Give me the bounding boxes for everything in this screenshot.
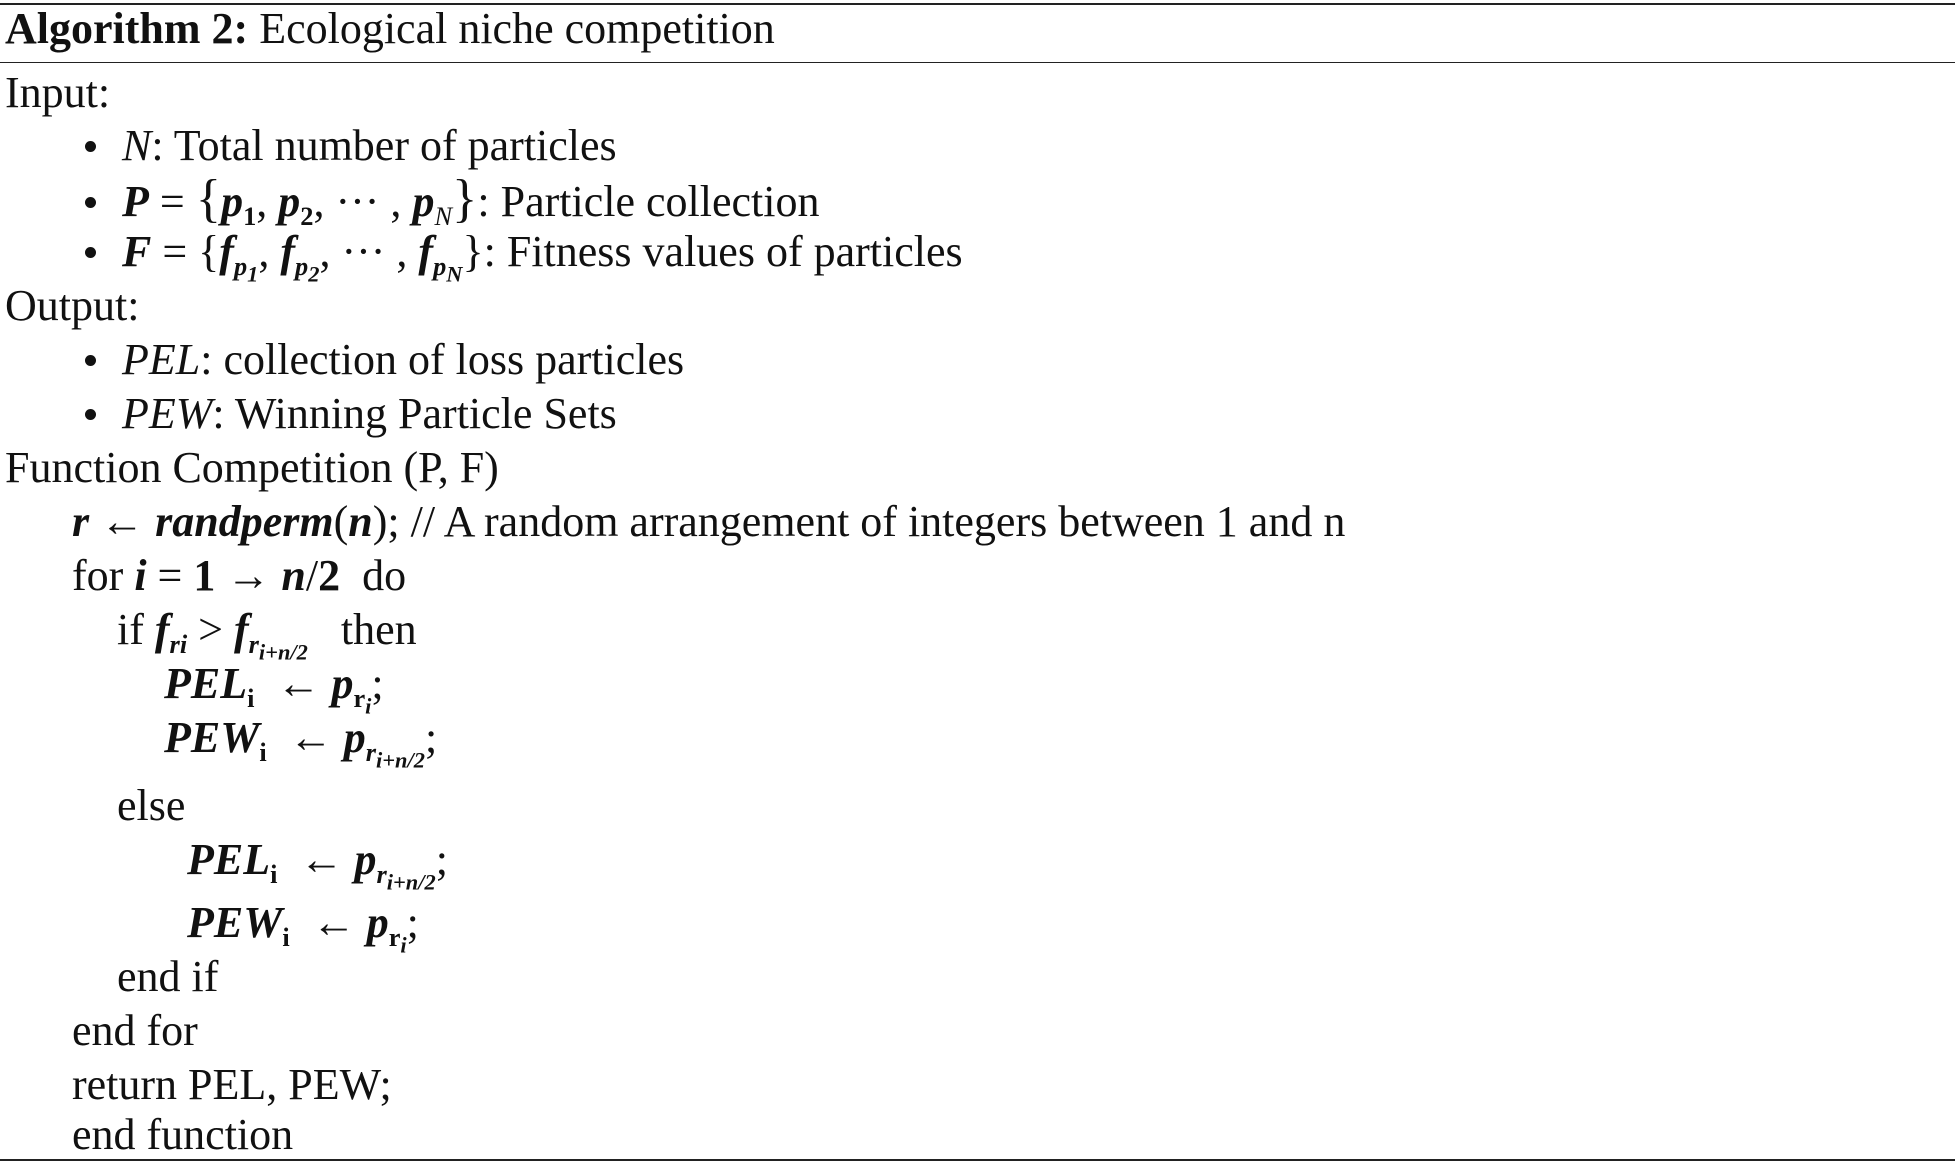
statement-pel-assign-2: $PEL_i$ ← $p_{r_{i+n/2}}$; [187,835,448,895]
output-item-pew: PEW: Winning Particle Sets [85,387,617,441]
statement-end-if: end if [117,952,219,1001]
randperm-comment: // A random arrangement of integers between 1 and n [410,497,1346,546]
statement-pew-assign-1: $PEW_i$ ← $p_{r_{i+n/2}}$; [164,713,438,773]
statement-pew-assign-2: $PEW_i$ ← $p_{r_i}$; [187,898,419,958]
bullet-icon [85,355,96,366]
input-item-p: $P = \{p_1$, $p_2$, ··· , $p_N$}: Particle collection [85,172,820,226]
statement-if: if $f_{ri} > f_{r_{i+n/2}}$ then [117,605,417,665]
bottom-rule [0,1159,1955,1161]
bullet-icon [85,247,96,258]
statement-randperm: r ← randperm(n); // A random arrangement of integers between 1 and n [72,497,1346,546]
header-rule [0,62,1955,63]
algorithm-name: Ecological niche competition [259,4,775,53]
input-item-n: N: Total number of particles [85,119,617,173]
bullet-icon [85,409,96,420]
statement-end-function: end function [72,1110,294,1159]
algorithm-label: Algorithm 2: [5,4,249,53]
output-item-pel: PEL: collection of loss particles [85,333,684,387]
statement-else: else [117,781,186,830]
statement-end-for: end for [72,1006,198,1055]
bullet-icon [85,197,96,208]
output-heading: Output: [5,281,140,330]
statement-pel-assign-1: $PEL_i$ ← $p_{r_i}$; [164,659,384,719]
algorithm-title [5,2,775,56]
statement-return: return PEL, PEW; [72,1060,392,1109]
statement-for: for i = 1 → n/2 do [72,551,407,600]
bullet-icon [85,141,96,152]
input-item-f: $F = \{f_{p_1}$, $f_{p_2}$, ··· , $f_{p_N}$}: Fitness values of particles [85,225,963,279]
input-heading: Input: [5,68,111,117]
function-header: Function Competition (P, F) [5,443,499,492]
